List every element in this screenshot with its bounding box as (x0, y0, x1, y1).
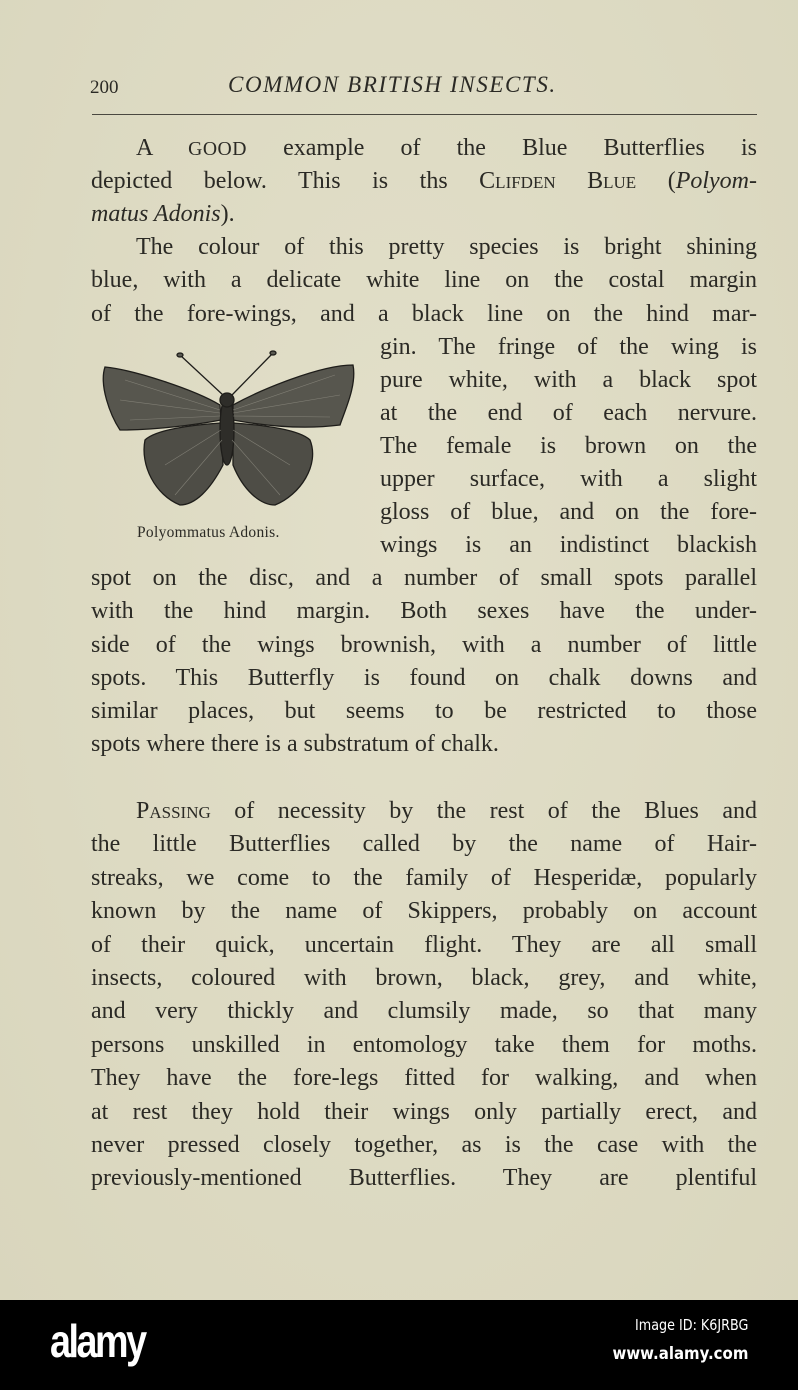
text-line (91, 562, 757, 595)
text-line (91, 1162, 757, 1195)
text-line (91, 165, 757, 198)
text-segment: spots. This Butterfly is found on chalk downs and (91, 664, 757, 691)
alamy-logo: alamy (50, 1315, 145, 1367)
text-line (91, 862, 757, 895)
text-segment: side of the wings brownish, with a number of little (91, 631, 757, 658)
text-segment: similar places, but seems to be restricted to those (91, 697, 757, 724)
text-segment: of their quick, uncertain flight. They are all small (91, 931, 757, 958)
text-line (136, 231, 757, 264)
text-segment: wings is an indistinct blackish (380, 532, 757, 559)
text-line (380, 463, 757, 496)
text-line (91, 198, 757, 231)
image-id: Image ID: K6JRBG (634, 1316, 748, 1334)
text-line (91, 264, 757, 297)
text-line (91, 828, 757, 861)
text-segment: spot on the disc, and a number of small spots parallel (91, 565, 757, 592)
text-segment: Clifden Blue (479, 168, 637, 195)
text-line (91, 995, 757, 1028)
text-segment: ). (220, 201, 235, 228)
text-segment: example of the Blue Butterflies is (246, 135, 757, 161)
text-segment: GOOD (188, 138, 247, 160)
text-segment: matus Adonis (91, 201, 221, 228)
text-line (380, 364, 757, 397)
text-segment: persons unskilled in entomology take them for moths. (91, 1031, 757, 1058)
page-number: 200 (90, 77, 119, 98)
text-segment: the little Butterflies called by the name of Hair- (91, 831, 757, 858)
text-line (91, 1096, 757, 1129)
text-line (136, 132, 757, 165)
text-line (91, 1062, 757, 1095)
text-segment: of necessity by the rest of the Blues and (210, 798, 757, 824)
text-line (91, 695, 757, 728)
text-segment: Polyom- (675, 168, 757, 195)
text-line (91, 1029, 757, 1062)
text-segment: upper surface, with a slight (380, 466, 757, 492)
text-segment: The female is brown on the (380, 432, 757, 459)
text-segment: streaks, we come to the family of Hesperidæ, popularly (91, 864, 757, 891)
text-segment: blue, with a delicate white line on the costal margin (91, 267, 757, 294)
text-line (91, 728, 757, 761)
text-segment: known by the name of Skippers, probably on account (91, 898, 757, 925)
text-segment: spots where there is a substratum of chalk. (91, 730, 499, 757)
text-segment: never pressed closely together, as is the case with the (91, 1132, 757, 1158)
text-segment: pure white, with a black spot (380, 366, 757, 393)
text-line (91, 929, 757, 962)
text-segment: gin. The fringe of the wing is (380, 333, 757, 360)
text-line (91, 1129, 757, 1162)
text-line (380, 496, 757, 529)
text-line (91, 629, 757, 662)
text-segment: They have the fore-legs fitted for walking, and when (91, 1065, 757, 1092)
watermark-bar (0, 1300, 798, 1390)
text-segment: insects, coloured with brown, black, grey, and white, (91, 965, 757, 991)
text-segment: with the hind margin. Both sexes have the under- (91, 598, 757, 625)
text-line (380, 430, 757, 463)
header-rule (92, 114, 757, 115)
text-line (91, 895, 757, 928)
text-segment: depicted below. This is ths (91, 168, 480, 195)
text-line (136, 795, 757, 828)
text-line (91, 595, 757, 628)
text-segment: The colour of this pretty species is bright shining (136, 234, 757, 261)
text-segment: gloss of blue, and on the fore- (380, 499, 757, 526)
watermark-url: www.alamy.com (612, 1344, 748, 1364)
text-line (380, 529, 757, 562)
text-segment: Passing (136, 798, 211, 824)
figure-caption: Polyommatus Adonis. (137, 524, 280, 541)
text-segment: previously-mentioned Butterflies. They are plentiful (91, 1165, 757, 1192)
text-line (91, 962, 757, 995)
butterfly-illustration (95, 345, 357, 510)
text-line (91, 298, 757, 331)
running-title: COMMON BRITISH INSECTS. (228, 72, 557, 97)
text-segment: of the fore-wings, and a black line on the hind mar- (91, 300, 757, 327)
text-segment: ( (636, 168, 676, 195)
text-line (380, 397, 757, 430)
text-segment: at rest they hold their wings only partially erect, and (91, 1098, 757, 1125)
text-line (380, 331, 757, 364)
text-segment: at the end of each nervure. (380, 399, 757, 426)
text-segment: A (136, 135, 189, 161)
text-segment: and very thickly and clumsily made, so that many (91, 998, 757, 1025)
text-line (91, 662, 757, 695)
